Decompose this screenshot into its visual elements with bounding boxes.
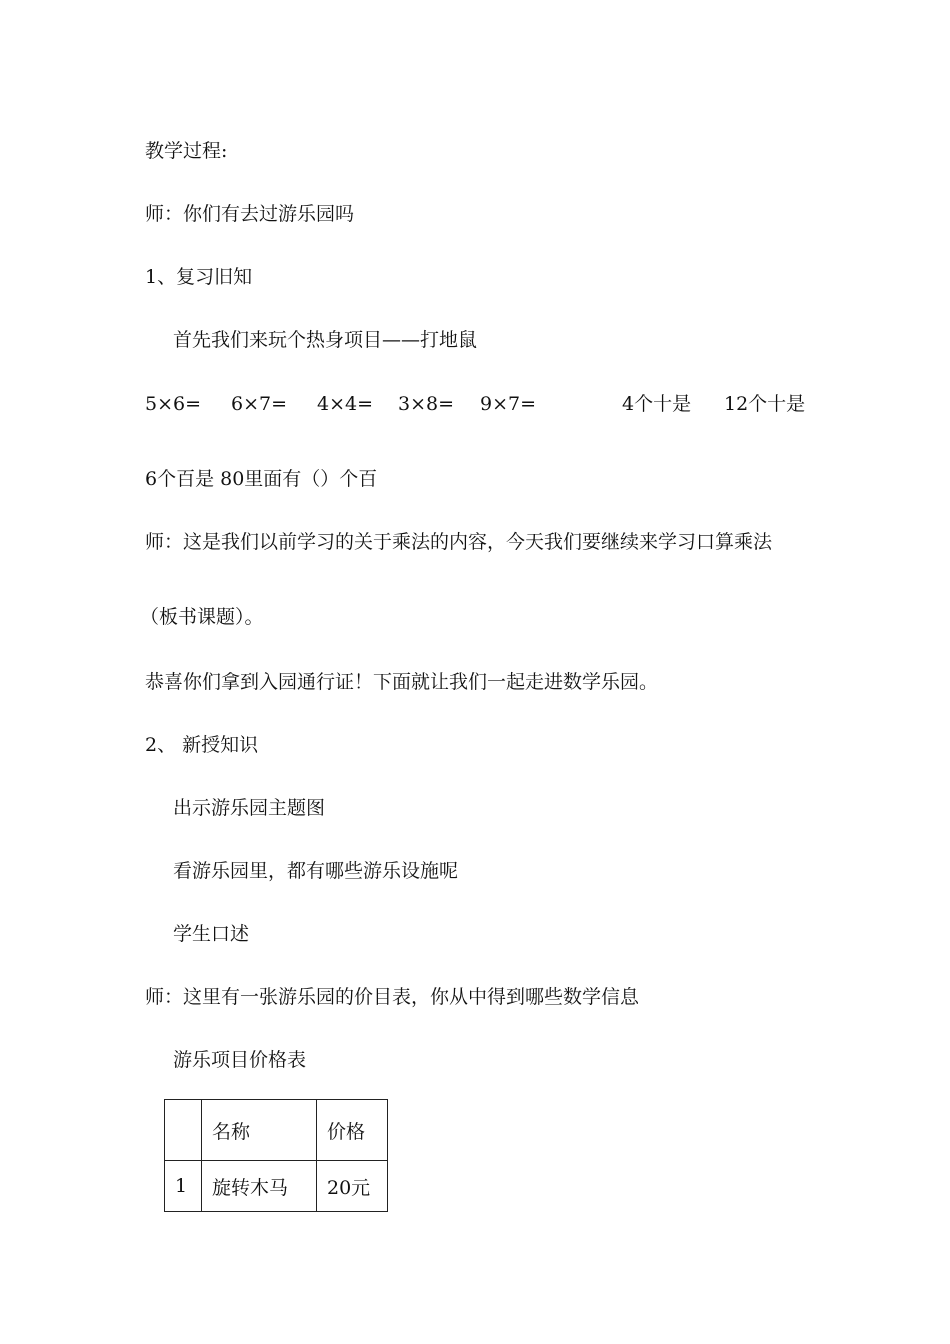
table-caption: 游乐项目价格表 <box>173 1049 307 1071</box>
problem-item: 9×7= <box>480 393 537 415</box>
section-new-knowledge: 2、 新授知识 <box>145 734 259 756</box>
table-cell: 20元 <box>317 1161 388 1212</box>
problem-item: 4×4= <box>317 393 374 415</box>
teacher-statement: 师：这是我们以前学习的关于乘法的内容，今天我们要继续来学习口算乘法 <box>145 531 773 553</box>
problem-item: 3×8= <box>398 393 455 415</box>
warmup-intro: 首先我们来玩个热身项目——打地鼠 <box>173 329 478 351</box>
table-cell: 旋转木马 <box>202 1161 317 1212</box>
table-cell: 1 <box>165 1161 202 1212</box>
price-table <box>164 1099 388 1212</box>
facilities-question: 看游乐园里，都有哪些游乐设施呢 <box>173 860 459 882</box>
price-table-question: 师：这里有一张游乐园的价目表，你从中得到哪些数学信息 <box>145 986 640 1008</box>
section-review: 1、复习旧知 <box>145 266 253 288</box>
teacher-question: 师：你们有去过游乐园吗 <box>145 203 355 225</box>
table-header-row <box>165 1100 388 1161</box>
show-theme-picture: 出示游乐园主题图 <box>173 797 326 819</box>
table-header-cell: 名称 <box>202 1100 317 1161</box>
problem-item: 4个十是 <box>622 393 692 415</box>
student-response: 学生口述 <box>173 923 250 945</box>
problem-item: 12个十是 <box>724 393 806 415</box>
problems-continued: 6个百是 80里面有（）个百 <box>145 468 378 490</box>
warmup-problems <box>145 392 825 416</box>
table-row <box>165 1161 388 1212</box>
problem-item: 6×7= <box>231 393 288 415</box>
congratulations-line: 恭喜你们拿到入园通行证！下面就让我们一起走进数学乐园。 <box>145 671 659 693</box>
table-header-cell <box>165 1100 202 1161</box>
section-heading-process: 教学过程: <box>145 140 228 162</box>
lesson-title-note: （板书课题）。 <box>140 606 264 628</box>
table-header-cell: 价格 <box>317 1100 388 1161</box>
problem-item: 5×6= <box>145 393 202 415</box>
